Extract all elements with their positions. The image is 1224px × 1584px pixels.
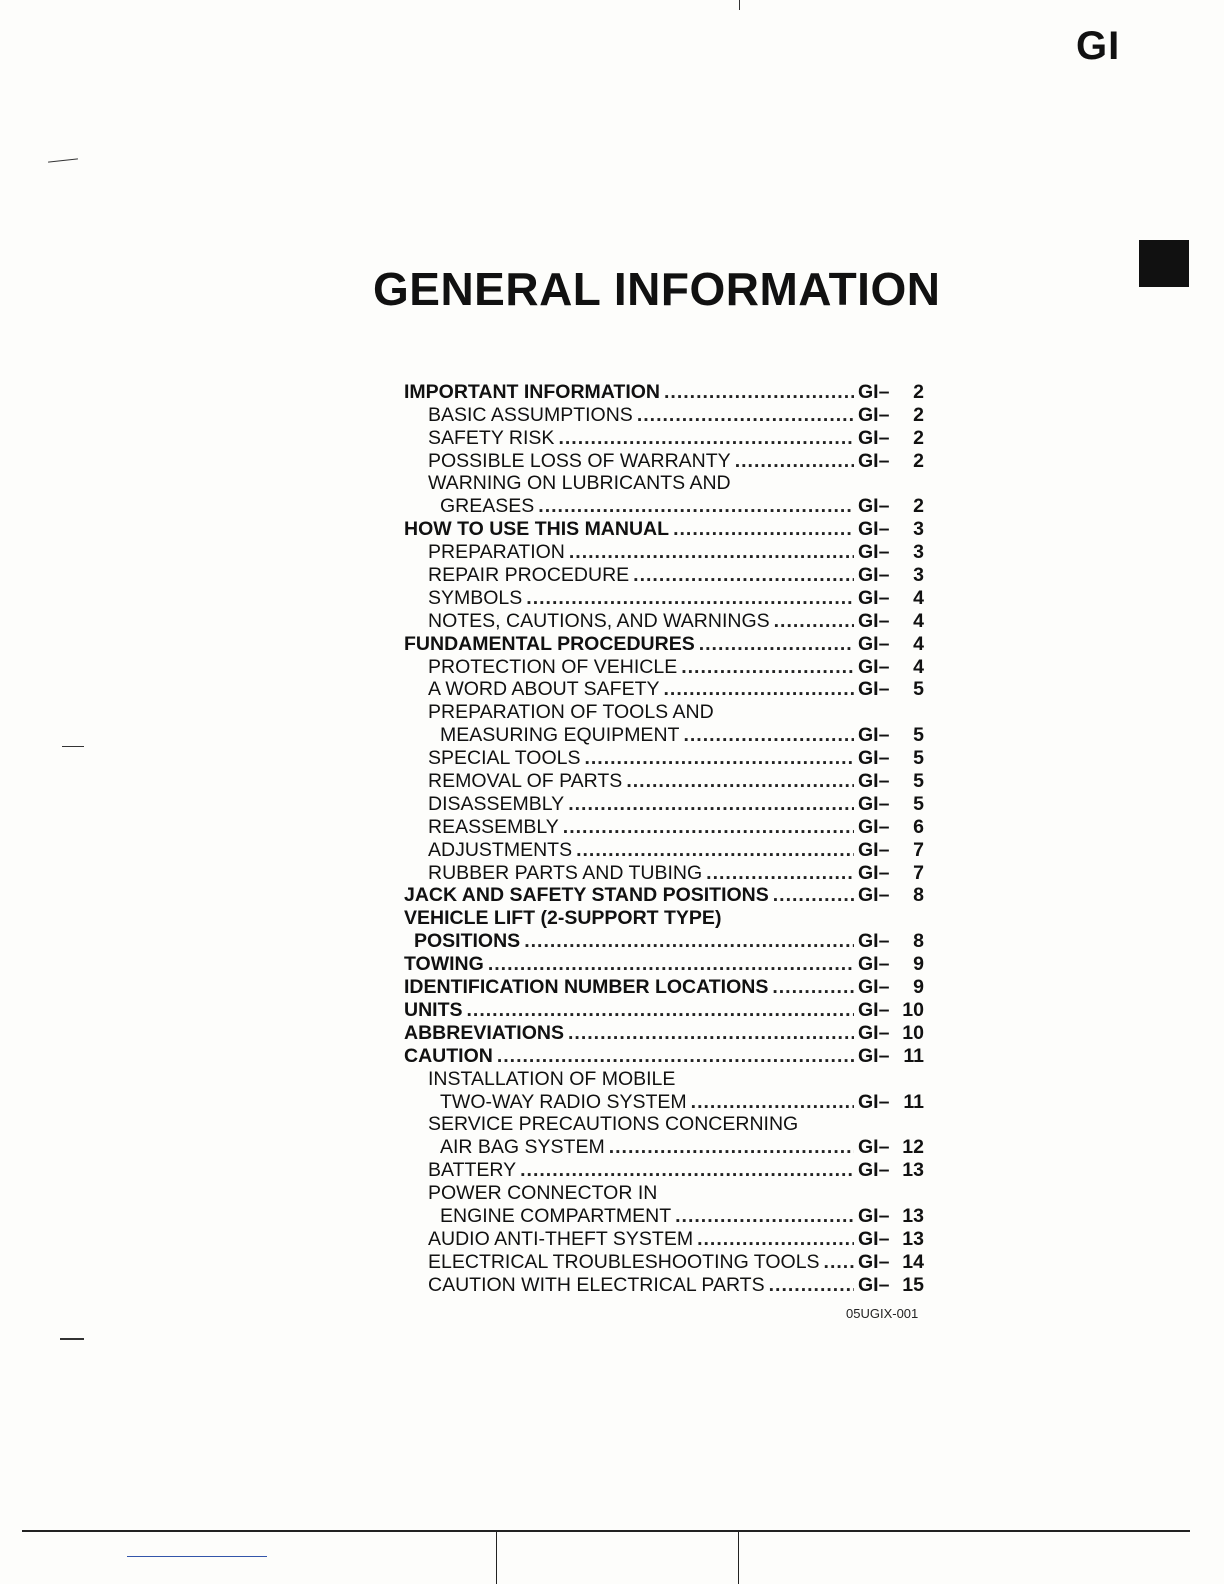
toc-page-prefix: GI– [858,1136,890,1159]
toc-page-prefix: GI– [858,449,890,472]
section-code: GI [1076,24,1121,68]
toc-page-prefix: GI– [858,564,890,587]
toc-entry-label: BATTERY [428,1159,517,1182]
toc-dot-leader [699,633,854,655]
scan-mark [48,158,78,162]
toc-entry-label: IDENTIFICATION NUMBER LOCATIONS [404,976,769,999]
toc-entry-label: AIR BAG SYSTEM [440,1136,605,1159]
toc-dot-leader [637,404,854,426]
toc-entry-label: RUBBER PARTS AND TUBING [428,861,703,884]
toc-page-prefix: GI– [858,1227,890,1250]
toc-page-prefix: GI– [858,815,890,838]
toc-page-number: 8 [913,884,924,907]
toc-page-number: 5 [913,724,924,747]
toc-page-ref [858,564,924,586]
toc-page-prefix: GI– [858,632,890,655]
toc-page-ref [858,930,924,952]
toc-page-prefix: GI– [858,998,890,1021]
footer-rule [22,1530,1190,1532]
toc-entry[interactable] [404,723,924,746]
figure-id: 05UGIX-001 [846,1306,919,1321]
toc-page-ref [858,999,924,1021]
toc-page-number: 13 [902,1227,924,1250]
toc-entry[interactable] [404,1158,924,1181]
toc-page-prefix: GI– [858,838,890,861]
toc-page-number: 3 [913,541,924,564]
toc-dot-leader [526,587,854,609]
toc-entry-label: DISASSEMBLY [428,792,565,815]
toc-page-prefix: GI– [858,1044,890,1067]
toc-page-prefix: GI– [858,586,890,609]
toc-dot-leader [538,495,854,517]
toc-dot-leader [467,999,855,1021]
toc-entry[interactable] [404,1090,924,1113]
toc-page-number: 2 [913,449,924,472]
toc-page-ref [858,793,924,815]
toc-page-number: 10 [902,998,924,1021]
toc-dot-leader [497,1045,854,1067]
toc-entry-label: AUDIO ANTI-THEFT SYSTEM [428,1227,694,1250]
table-of-contents [404,380,924,1296]
toc-dot-leader [683,724,854,746]
toc-dot-leader [558,427,854,449]
toc-entry-label: IMPORTANT INFORMATION [404,380,660,403]
toc-entry[interactable] [404,838,924,861]
toc-dot-leader [769,1274,854,1296]
toc-page-prefix: GI– [858,655,890,678]
toc-page-prefix: GI– [858,495,890,518]
footer-divider [738,1532,739,1584]
toc-entry[interactable] [404,1044,924,1067]
toc-dot-leader [735,450,854,472]
toc-entry-label: FUNDAMENTAL PROCEDURES [404,632,695,655]
toc-page-prefix: GI– [858,1090,890,1113]
toc-page-number: 10 [902,1021,924,1044]
toc-entry[interactable] [404,426,924,449]
toc-dot-leader [524,930,854,952]
toc-entry-label: PROTECTION OF VEHICLE [428,655,678,678]
toc-page-number: 5 [913,792,924,815]
toc-entry[interactable] [404,746,924,769]
toc-page-number: 4 [913,632,924,655]
toc-page-ref [858,587,924,609]
toc-entry-label: SYMBOLS [428,586,523,609]
toc-entry-label: PREPARATION [428,541,565,564]
toc-page-number: 3 [913,564,924,587]
toc-dot-leader [681,656,854,678]
toc-entry[interactable] [404,472,924,495]
toc-page-ref [858,1251,924,1273]
toc-page-prefix: GI– [858,861,890,884]
toc-entry-label: INSTALLATION OF MOBILE [428,1067,676,1090]
toc-page-ref [858,427,924,449]
toc-dot-leader [568,1022,854,1044]
toc-entry[interactable] [404,1181,924,1204]
toc-entry[interactable] [404,403,924,426]
toc-entry-label: MEASURING EQUIPMENT [440,724,680,747]
toc-page-number: 2 [913,403,924,426]
toc-entry-label: NOTES, CAUTIONS, AND WARNINGS [428,609,770,632]
toc-page-number: 6 [913,815,924,838]
toc-page-prefix: GI– [858,1250,890,1273]
toc-dot-leader [773,884,854,906]
toc-dot-leader [772,976,854,998]
toc-dot-leader [664,678,854,700]
toc-entry[interactable] [404,540,924,563]
toc-page-prefix: GI– [858,1273,890,1296]
toc-entry[interactable] [404,1113,924,1136]
toc-entry[interactable] [404,494,924,517]
toc-page-prefix: GI– [858,518,890,541]
toc-page-prefix: GI– [858,724,890,747]
toc-entry-label: WARNING ON LUBRICANTS AND [428,472,731,495]
toc-entry[interactable] [404,380,924,403]
toc-entry[interactable] [404,952,924,975]
toc-page-number: 4 [913,586,924,609]
toc-page-ref [858,1228,924,1250]
scan-mark [62,746,84,747]
toc-page-number: 5 [913,678,924,701]
toc-entry[interactable] [404,586,924,609]
toc-page-number: 7 [913,861,924,884]
toc-entry-label: POWER CONNECTOR IN [428,1182,658,1205]
toc-entry[interactable] [404,632,924,655]
toc-entry-label: CAUTION WITH ELECTRICAL PARTS [428,1273,765,1296]
toc-entry[interactable] [404,1250,924,1273]
toc-entry[interactable] [404,884,924,907]
toc-page-ref [858,610,924,632]
toc-entry-label: REMOVAL OF PARTS [428,770,623,793]
section-tab-marker [1139,240,1189,287]
toc-dot-leader [576,839,854,861]
toc-page-number: 14 [902,1250,924,1273]
toc-page-prefix: GI– [858,792,890,815]
toc-dot-leader [706,862,854,884]
toc-page-ref [858,1045,924,1067]
toc-page-ref [858,381,924,403]
footer-divider [496,1532,497,1584]
toc-page-prefix: GI– [858,541,890,564]
toc-page-ref [858,976,924,998]
toc-entry[interactable] [404,700,924,723]
toc-page-ref [858,633,924,655]
toc-entry-label: BASIC ASSUMPTIONS [428,403,633,426]
toc-page-number: 12 [902,1136,924,1159]
toc-page-number: 2 [913,380,924,403]
toc-page-prefix: GI– [858,976,890,999]
toc-entry-label: ADJUSTMENTS [428,838,573,861]
toc-page-ref [858,678,924,700]
toc-page-ref [858,518,924,540]
toc-dot-leader [673,518,854,540]
toc-page-ref [858,953,924,975]
toc-dot-leader [584,747,854,769]
toc-entry[interactable] [404,655,924,678]
toc-entry[interactable] [404,678,924,701]
toc-entry[interactable] [404,449,924,472]
toc-page-prefix: GI– [858,930,890,953]
toc-entry-label: SERVICE PRECAUTIONS CONCERNING [428,1113,799,1136]
toc-dot-leader [675,1205,854,1227]
footer-link-underline [127,1556,267,1557]
toc-page-prefix: GI– [858,426,890,449]
toc-entry[interactable] [404,1067,924,1090]
toc-page-prefix: GI– [858,884,890,907]
toc-page-prefix: GI– [858,1204,890,1227]
toc-page-ref [858,1022,924,1044]
toc-page-prefix: GI– [858,609,890,632]
toc-entry-label: VEHICLE LIFT (2-SUPPORT TYPE) [404,907,722,930]
toc-page-ref [858,839,924,861]
toc-page-number: 4 [913,655,924,678]
toc-page-number: 9 [913,953,924,976]
toc-dot-leader [626,770,854,792]
toc-page-number: 13 [902,1204,924,1227]
toc-dot-leader [563,816,854,838]
toc-page-ref [858,656,924,678]
toc-dot-leader [774,610,854,632]
toc-dot-leader [664,381,854,403]
toc-page-ref [858,816,924,838]
toc-entry[interactable] [404,517,924,540]
toc-entry[interactable] [404,998,924,1021]
toc-entry[interactable] [404,609,924,632]
toc-page-ref [858,495,924,517]
toc-page-number: 11 [903,1044,924,1067]
toc-entry-label: PREPARATION OF TOOLS AND [428,701,714,724]
toc-entry-label: GREASES [440,495,535,518]
toc-page-ref [858,1136,924,1158]
toc-page-prefix: GI– [858,747,890,770]
toc-page-ref [858,1091,924,1113]
toc-entry[interactable] [404,1273,924,1296]
toc-dot-leader [520,1159,854,1181]
toc-page-number: 7 [913,838,924,861]
toc-entry[interactable] [404,1227,924,1250]
toc-page-ref [858,747,924,769]
toc-page-prefix: GI– [858,953,890,976]
toc-dot-leader [691,1091,854,1113]
toc-entry[interactable] [404,563,924,586]
toc-entry[interactable] [404,792,924,815]
toc-entry[interactable] [404,975,924,998]
toc-dot-leader [488,953,854,975]
toc-page-number: 15 [902,1273,924,1296]
toc-entry-label: POSSIBLE LOSS OF WARRANTY [428,449,731,472]
toc-page-prefix: GI– [858,380,890,403]
toc-page-number: 5 [913,770,924,793]
toc-page-prefix: GI– [858,678,890,701]
scan-mark [60,1338,84,1340]
toc-entry-label: UNITS [404,998,463,1021]
toc-page-prefix: GI– [858,1021,890,1044]
toc-entry[interactable] [404,861,924,884]
toc-page-prefix: GI– [858,1159,890,1182]
toc-entry-label: TOWING [404,953,484,976]
scan-mark [739,0,740,10]
toc-page-number: 2 [913,426,924,449]
toc-entry[interactable] [404,815,924,838]
toc-entry[interactable] [404,1021,924,1044]
toc-page-number: 3 [913,518,924,541]
toc-entry-label: A WORD ABOUT SAFETY [428,678,660,701]
toc-page-ref [858,724,924,746]
toc-dot-leader [633,564,854,586]
toc-entry[interactable] [404,929,924,952]
toc-page-ref [858,770,924,792]
toc-page-ref [858,541,924,563]
toc-entry[interactable] [404,1135,924,1158]
toc-entry-label: ENGINE COMPARTMENT [440,1204,672,1227]
toc-page-prefix: GI– [858,403,890,426]
toc-page-number: 13 [902,1159,924,1182]
toc-page-number: 4 [913,609,924,632]
toc-page-ref [858,1274,924,1296]
toc-page-number: 2 [913,495,924,518]
toc-page-ref [858,862,924,884]
toc-dot-leader [697,1228,854,1250]
toc-entry-label: CAUTION [404,1044,493,1067]
toc-dot-leader [568,793,854,815]
toc-entry-label: POSITIONS [414,930,521,953]
toc-page-number: 5 [913,747,924,770]
toc-entry-label: HOW TO USE THIS MANUAL [404,518,670,541]
toc-entry[interactable] [404,906,924,929]
toc-page-number: 11 [903,1090,924,1113]
toc-entry-label: TWO-WAY RADIO SYSTEM [440,1090,687,1113]
toc-entry-label: SPECIAL TOOLS [428,747,581,770]
toc-entry-label: ELECTRICAL TROUBLESHOOTING TOOLS [428,1250,820,1273]
toc-page-ref [858,404,924,426]
toc-entry-label: JACK AND SAFETY STAND POSITIONS [404,884,769,907]
toc-page-prefix: GI– [858,770,890,793]
toc-dot-leader [569,541,854,563]
toc-page-number: 9 [913,976,924,999]
toc-entry[interactable] [404,769,924,792]
toc-dot-leader [824,1251,854,1273]
toc-page-number: 8 [913,930,924,953]
toc-entry-label: SAFETY RISK [428,426,555,449]
toc-page-ref [858,450,924,472]
toc-page-ref [858,884,924,906]
toc-page-ref [858,1159,924,1181]
toc-entry-label: REPAIR PROCEDURE [428,564,630,587]
toc-entry-label: REASSEMBLY [428,815,559,838]
toc-page-ref [858,1205,924,1227]
toc-dot-leader [609,1136,854,1158]
toc-entry-label: ABBREVIATIONS [404,1021,564,1044]
page-title: GENERAL INFORMATION [373,263,941,315]
toc-entry[interactable] [404,1204,924,1227]
